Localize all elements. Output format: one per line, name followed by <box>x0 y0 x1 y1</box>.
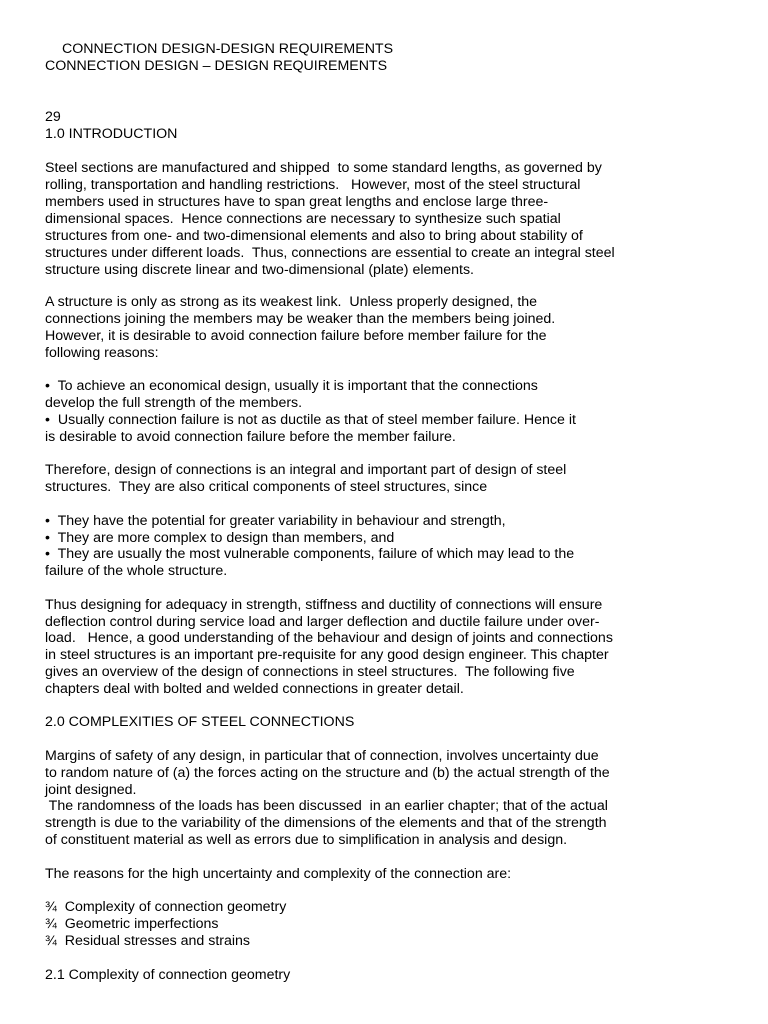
text-line: load. Hence, a good understanding of the behaviour and design of joints and connections <box>45 630 613 646</box>
text-line: However, it is desirable to avoid connection failure before member failure for the <box>45 328 547 344</box>
list-item: • They are usually the most vulnerable components, failure of which may lead to the <box>45 546 575 562</box>
list-item: develop the full strength of the members. <box>45 395 303 411</box>
list-item: is desirable to avoid connection failure before the member failure. <box>45 429 456 445</box>
list-item: • Usually connection failure is not as ductile as that of steel member failure. Hence it <box>45 412 576 428</box>
header-title-1: CONNECTION DESIGN-DESIGN REQUIREMENTS <box>62 41 394 57</box>
text-line: structure using discrete linear and two-dimensional (plate) elements. <box>45 262 474 278</box>
list-item: ¾ Residual stresses and strains <box>45 933 251 949</box>
text-line: structures. They are also critical components of steel structures, since <box>45 479 488 495</box>
list-item: ¾ Geometric imperfections <box>45 916 219 932</box>
section-heading-introduction: 1.0 INTRODUCTION <box>45 126 178 142</box>
text-line: of constituent material as well as errors due to simplification in analysis and design. <box>45 832 568 848</box>
list-item: • To achieve an economical design, usually it is important that the connections <box>45 378 538 394</box>
text-line: chapters deal with bolted and welded connections in greater detail. <box>45 681 464 697</box>
section-heading-complexities: 2.0 COMPLEXITIES OF STEEL CONNECTIONS <box>45 714 355 730</box>
text-line: members used in structures have to span great lengths and enclose large three- <box>45 194 549 210</box>
text-line: deflection control during service load and larger deflection and ductile failure under over- <box>45 614 600 630</box>
subsection-heading-connection-geometry: 2.1 Complexity of connection geometry <box>45 967 291 983</box>
text-line: structures from one- and two-dimensional elements and also to bring about stability of <box>45 228 583 244</box>
list-item: • They are more complex to design than members, and <box>45 530 395 546</box>
text-line: dimensional spaces. Hence connections are necessary to synthesize such spatial <box>45 211 561 227</box>
header-title-2: CONNECTION DESIGN – DESIGN REQUIREMENTS <box>45 58 388 74</box>
text-line: to random nature of (a) the forces acting on the structure and (b) the actual strength of the <box>45 765 610 781</box>
list-item: ¾ Complexity of connection geometry <box>45 899 287 915</box>
complexities-paragraph-2: The reasons for the high uncertainty and complexity of the connection are: <box>45 866 512 882</box>
text-line: Thus designing for adequacy in strength, stiffness and ductility of connections will ensure <box>45 597 603 613</box>
text-line: Therefore, design of connections is an integral and important part of design of steel <box>45 462 567 478</box>
page-number: 29 <box>45 109 61 125</box>
list-item: failure of the whole structure. <box>45 563 228 579</box>
text-line: rolling, transportation and handling restrictions. However, most of the steel structural <box>45 177 581 193</box>
text-line: A structure is only as strong as its weakest link. Unless properly designed, the <box>45 294 538 310</box>
text-line: in steel structures is an important pre-requisite for any good design engineer. This chapter <box>45 647 609 663</box>
text-line: following reasons: <box>45 345 159 361</box>
text-line: strength is due to the variability of the dimensions of the elements and that of the strength <box>45 815 607 831</box>
text-line: structures under different loads. Thus, connections are essential to create an integral steel <box>45 245 615 261</box>
list-item: • They have the potential for greater variability in behaviour and strength, <box>45 513 506 529</box>
text-line: connections joining the members may be weaker than the members being joined. <box>45 311 556 327</box>
text-line: joint designed. <box>45 782 137 798</box>
text-line: Steel sections are manufactured and shipped to some standard lengths, as governed by <box>45 160 602 176</box>
text-line: Margins of safety of any design, in particular that of connection, involves uncertainty due <box>45 748 599 764</box>
text-line: gives an overview of the design of connections in steel structures. The following five <box>45 664 575 680</box>
text-line: The randomness of the loads has been discussed in an earlier chapter; that of the actual <box>45 798 608 814</box>
